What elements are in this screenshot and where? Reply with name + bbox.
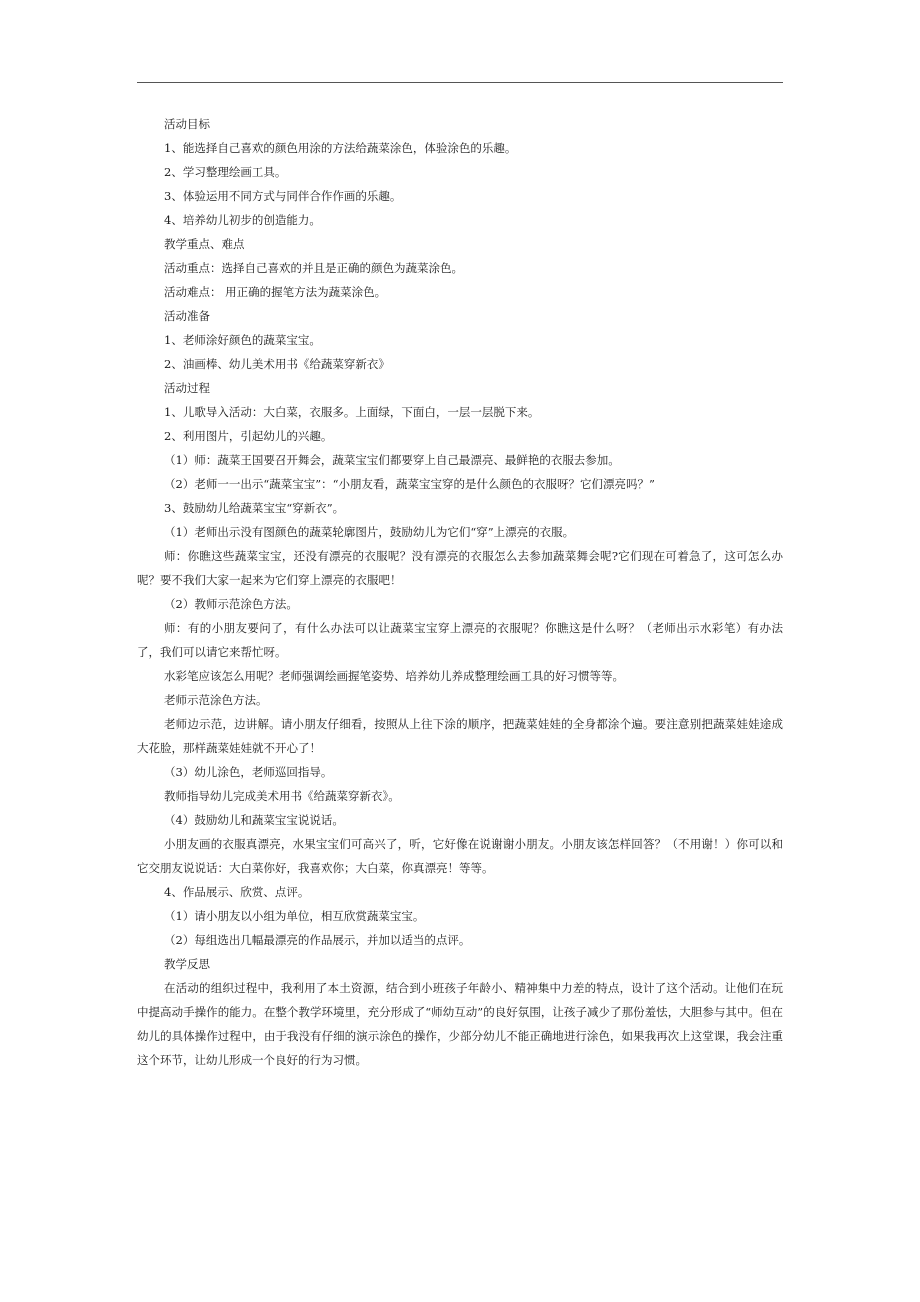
process-step: 2、利用图片，引起幼儿的兴趣。 — [164, 429, 333, 443]
body-paragraph: 老师边示范，边讲解。请小朋友仔细看，按照从上往下涂的顺序，把蔬菜娃娃的全身都涂个遍。要注意别把蔬菜娃娃途成大花脸，那样蔬菜娃娃就不开心了！ — [137, 717, 783, 755]
body-paragraph: 小朋友画的衣服真漂亮，水果宝宝们可高兴了，听，它好像在说谢谢小朋友。小朋友该怎样回答？（不用谢！）你可以和它交朋友说说话：大白菜你好，我喜欢你；大白菜，你真漂亮！等等。 — [137, 837, 783, 875]
body-paragraph: 水彩笔应该怎么用呢？老师强调绘画握笔姿势、培养幼儿养成整理绘画工具的好习惯等等。 — [164, 669, 624, 683]
key-point: 活动重点：选择自己喜欢的并且是正确的颜色为蔬菜涂色。 — [164, 261, 463, 275]
section-heading-objectives: 活动目标 — [164, 117, 210, 131]
header-rule — [137, 82, 783, 83]
objective-item: 3、体验运用不同方式与同伴合作作画的乐趣。 — [164, 189, 402, 203]
difficulty-point: 活动难点： 用正确的握笔方法为蔬菜涂色。 — [164, 285, 387, 299]
body-paragraph: 老师示范涂色方法。 — [164, 693, 268, 707]
process-step: 1、儿歌导入活动：大白菜，衣服多。上面绿，下面白，一层一层脱下来。 — [164, 405, 540, 419]
section-heading-reflection: 教学反思 — [164, 957, 210, 971]
process-substep: （3）幼儿涂色，老师巡回指导。 — [164, 765, 333, 779]
preparation-item: 1、老师涂好颜色的蔬菜宝宝。 — [164, 333, 321, 347]
teacher-dialogue: 师：你瞧这些蔬菜宝宝，还没有漂亮的衣服呢？没有漂亮的衣服怎么去参加蔬菜舞会呢?它们现在可着急了，这可怎么办呢？要不我们大家一起来为它们穿上漂亮的衣服吧！ — [137, 549, 783, 587]
process-substep: （4）鼓励幼儿和蔬菜宝宝说说话。 — [164, 813, 344, 827]
process-substep: （1）请小朋友以小组为单位，相互欣赏蔬菜宝宝。 — [164, 909, 425, 923]
process-step: 4、作品展示、欣赏、点评。 — [164, 885, 310, 899]
teacher-dialogue: 师：有的小朋友要问了，有什么办法可以让蔬菜宝宝穿上漂亮的衣服呢？你瞧这是什么呀？（老师出示水彩笔）有办法了，我们可以请它来帮忙呀。 — [137, 621, 783, 659]
body-paragraph: 教师指导幼儿完成美术用书《给蔬菜穿新衣》。 — [164, 789, 400, 803]
process-substep: （2）老师一一出示“蔬菜宝宝”：“小朋友看，蔬菜宝宝穿的是什么颜色的衣服呀？它们漂亮吗？” — [164, 477, 655, 491]
section-heading-key-points: 教学重点、难点 — [164, 237, 245, 251]
process-substep: （2）教师示范涂色方法。 — [164, 597, 298, 611]
section-heading-preparation: 活动准备 — [164, 309, 210, 323]
process-step: 3、鼓励幼儿给蔬菜宝宝“穿新衣”。 — [164, 501, 345, 515]
objective-item: 2、学习整理绘画工具。 — [164, 165, 287, 179]
document-body — [137, 112, 783, 1072]
process-substep: （1）老师出示没有图颜色的蔬菜轮廓图片，鼓励幼儿为它们“穿”上漂亮的衣服。 — [164, 525, 575, 539]
process-substep: （1）师：蔬菜王国要召开舞会，蔬菜宝宝们都要穿上自己最漂亮、最鲜艳的衣服去参加。 — [164, 453, 620, 467]
reflection-paragraph: 在活动的组织过程中，我利用了本土资源，结合到小班孩子年龄小、精神集中力差的特点，设计了这个活动。让他们在玩中提高动手操作的能力。在整个教学环境里，充分形成了“师幼互动”的良好氛围，让孩子减少了那份羞怯，大胆参与其中。但在幼儿的具体操作过程中，由于我没有仔细的演示涂色的操作，少部分幼儿不能正确地进行涂色，如果我再次上这堂课，我会注重这个环节，让幼儿形成一个良好的行为习惯。 — [137, 981, 783, 1067]
objective-item: 4、培养幼儿初步的创造能力。 — [164, 213, 321, 227]
section-heading-process: 活动过程 — [164, 381, 210, 395]
preparation-item: 2、油画棒、幼儿美术用书《给蔬菜穿新衣》 — [164, 357, 390, 371]
process-substep: （2）每组选出几幅最漂亮的作品展示，并加以适当的点评。 — [164, 933, 471, 947]
objective-item: 1、能选择自己喜欢的颜色用涂的方法给蔬菜涂色，体验涂色的乐趣。 — [164, 141, 517, 155]
